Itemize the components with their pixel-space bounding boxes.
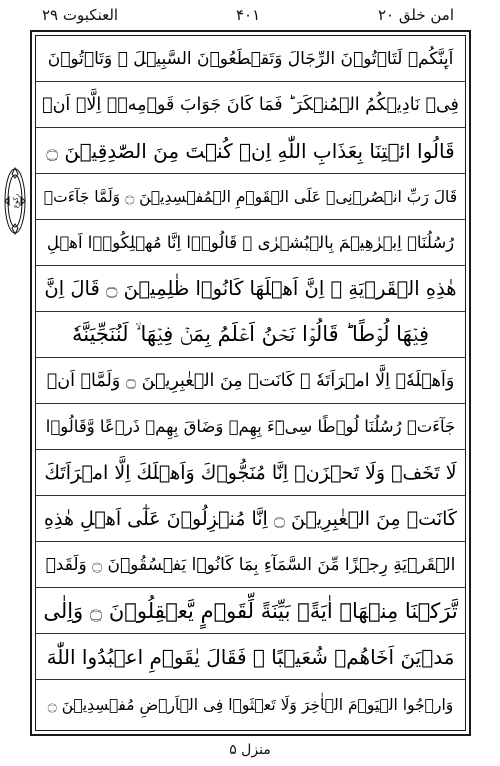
line-text: فِىۡ نَادِيۡكُمُ الۡمُنۡكَرَ ؕ فَمَا كَانَ جَوَابَ قَوۡمِهٖۤ اِلَّاۤ اَنۡ [42, 94, 459, 115]
text-line [36, 174, 465, 220]
manzil-footer: منزل ۵ [229, 742, 271, 758]
line-text: مَدۡيَنَ اَخَاهُمۡ شُعَيۡبًا ۙ فَقَالَ يٰقَوۡمِ اعۡبُدُوا اللّٰهَ [46, 644, 455, 669]
text-line [36, 450, 465, 496]
line-text: قَالُوا ائۡتِنَا بِعَذَابِ اللّٰهِ اِنۡ كُنۡتَ مِنَ الصّٰدِقِيۡنَ ۝ [46, 138, 455, 163]
line-text: الۡقَرۡيَةِ رِجۡزًا مِّنَ السَّمَآءِ بِمَا كَانُوۡا يَفۡسُقُوۡنَ ۝ وَلَقَدۡ [45, 555, 456, 575]
line-text: رُسُلُنَاۤ اِبۡرٰهِيۡمَ بِالۡبُشۡرٰى ۙ قَالُوۡۤا اِنَّا مُهۡلِكُوۡۤا اَهۡلِ [46, 233, 455, 252]
text-line [36, 542, 465, 588]
text-line [36, 266, 465, 312]
text-line [36, 312, 465, 358]
text-lines [35, 35, 466, 731]
rosette-marker-icon [3, 166, 27, 236]
line-text: كَانَتۡ مِنَ الۡغٰبِرِيۡنَ ۝ اِنَّا مُنۡزِلُوۡنَ عَلٰٓى اَهۡلِ هٰذِهِ [44, 507, 457, 530]
text-frame [30, 30, 471, 736]
text-line [36, 36, 465, 82]
text-line [36, 358, 465, 404]
text-line [36, 588, 465, 634]
text-line [36, 220, 465, 266]
line-text: وَارۡجُوا الۡيَوۡمَ الۡاٰخِرَ وَلَا تَعۡثَوۡا فِى الۡاَرۡضِ مُفۡسِدِيۡنَ ۝ [47, 696, 454, 714]
line-text: تَّرَكۡنَا مِنۡهَاۤ اٰيَةًۢ بَيِّنَةً لِّقَوۡمٍ يَّعۡقِلُوۡنَ ۝ وَاِلٰى [43, 598, 458, 623]
text-line [36, 82, 465, 128]
line-text: فِيۡهَا لُوۡطًا ؕ قَالُوۡا نَحۡنُ اَعۡلَمُ بِمَنۡ فِيۡهَا ۙ لَنُنَجِّيَنَّهٗ [71, 322, 430, 346]
line-text: لَا تَخَفۡ وَلَا تَحۡزَنۡ اِنَّا مُنَجُّوۡكَ وَاَهۡلَكَ اِلَّا امۡرَاَتَكَ [44, 461, 457, 484]
surah-name: العنكبوت ۲۹ [42, 6, 119, 24]
marker-text: ركوع [12, 193, 20, 209]
page-header [0, 0, 500, 30]
juz-name: امن خلق ۲۰ [377, 6, 454, 24]
text-line [36, 634, 465, 680]
line-text: جَآءَتۡ رُسُلُنَا لُوۡطًا سِىۡٓءَ بِهِمۡ وَضَاقَ بِهِمۡ ذَرۡعًا وَّقَالُوۡا [45, 417, 456, 436]
text-line [36, 680, 465, 730]
line-text: اَىِٕنَّكُمۡ لَتَاۡتُوۡنَ الرِّجَالَ وَتَقۡطَعُوۡنَ السَّبِيۡلَ ۙ وَتَاۡتُوۡنَ [47, 48, 454, 69]
text-line [36, 496, 465, 542]
text-line [36, 128, 465, 174]
text-line [36, 404, 465, 450]
line-text: قَالَ رَبِّ انۡصُرۡنِىۡ عَلَى الۡقَوۡمِ الۡمُفۡسِدِيۡنَ ۝ وَلَمَّا جَآءَتۡ [43, 187, 458, 206]
line-text: وَاَهۡلَهٗۤ اِلَّا امۡرَاَتَهٗ ۙ كَانَتۡ مِنَ الۡغٰبِرِيۡنَ ۝ وَلَمَّاۤ اَنۡ [46, 370, 455, 391]
page-number: ۴۰۱ [236, 6, 261, 24]
line-text: هٰذِهِ الۡقَرۡيَةِ ۚ اِنَّ اَهۡلَهَا كَانُوۡا ظٰلِمِيۡنَ ۝ قَالَ اِنَّ [44, 277, 457, 300]
